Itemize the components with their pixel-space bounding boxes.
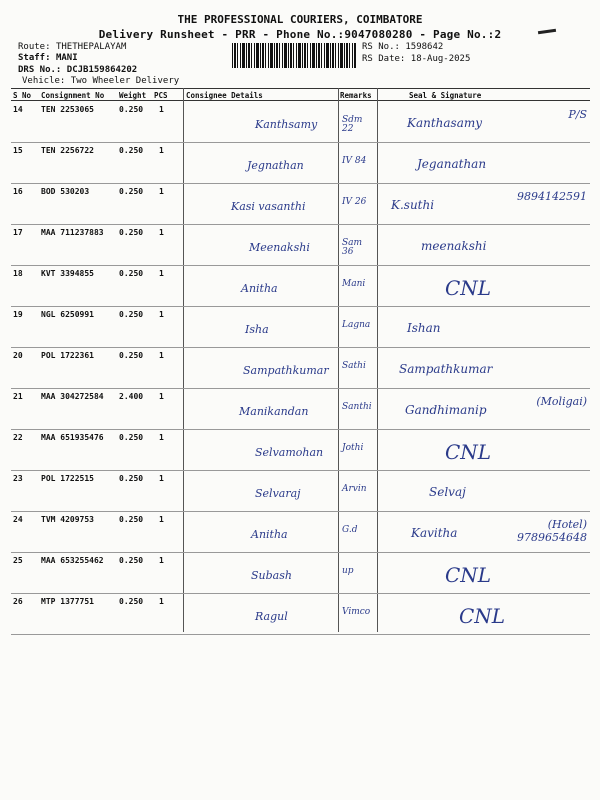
cell-pcs: 1 (159, 433, 164, 442)
cell-pcs: 1 (159, 269, 164, 278)
cell-consignment: MAA 651935476 (41, 433, 104, 442)
cell-signature: Sampathkumar (399, 362, 493, 376)
cell-pcs: 1 (159, 597, 164, 606)
cell-sno: 17 (13, 228, 23, 237)
staff-value: MANI (55, 53, 78, 63)
table-row (11, 348, 590, 389)
table-row (11, 266, 590, 307)
cell-remarks-handwritten: up (342, 566, 354, 576)
cell-pcs: 1 (159, 392, 164, 401)
cell-pcs: 1 (159, 556, 164, 565)
cell-consignee-handwritten: Selvaraj (255, 487, 301, 500)
cell-signature: Ishan (407, 321, 441, 335)
cell-consignment: TEN 2256722 (41, 146, 94, 155)
cell-weight: 0.250 (119, 228, 144, 237)
cell-weight: 0.250 (119, 433, 144, 442)
route-value: THETHEPALAYAM (55, 42, 127, 52)
cell-signature-note: 9894142591 (517, 190, 587, 203)
cell-sno: 16 (13, 187, 23, 196)
cell-weight: 0.250 (119, 187, 144, 196)
cell-sno: 25 (13, 556, 23, 565)
cell-sno: 19 (13, 310, 23, 319)
col-remarks: Remarks (340, 91, 372, 100)
cancel-mark: CNL (445, 563, 492, 587)
table-row (11, 307, 590, 348)
cell-consignment: MAA 653255462 (41, 556, 104, 565)
runsheet-title: THE PROFESSIONAL COURIERS, COIMBATORE (177, 13, 423, 26)
cell-consignment: MTP 1377751 (41, 597, 94, 606)
cell-sno: 18 (13, 269, 23, 278)
table-row (11, 471, 590, 512)
cancel-mark: CNL (459, 604, 506, 628)
cell-remarks-handwritten: Sdm 22 (342, 115, 363, 134)
cell-signature: Selvaj (429, 485, 466, 499)
col-sno: S No (13, 91, 32, 100)
cell-pcs: 1 (159, 515, 164, 524)
header-bottom-border (11, 100, 590, 101)
cell-remarks-handwritten: Jothi (342, 443, 364, 453)
cell-weight: 0.250 (119, 474, 144, 483)
cell-remarks-handwritten: Sathi (342, 361, 366, 371)
cell-sno: 15 (13, 146, 23, 155)
cell-sno: 14 (13, 105, 23, 114)
cell-weight: 0.250 (119, 515, 144, 524)
cell-consignment: POL 1722515 (41, 474, 94, 483)
cell-consignee-handwritten: Selvamohan (255, 446, 324, 459)
staff-label: Staff: (18, 53, 51, 63)
cell-consignee-handwritten: Ragul (255, 610, 288, 623)
cell-consignment: KVT 3394855 (41, 269, 94, 278)
cancel-mark: CNL (445, 440, 492, 464)
cell-consignment: MAA 304272584 (41, 392, 104, 401)
vehicle-value: Two Wheeler Delivery (70, 76, 180, 86)
rs-no-line (362, 42, 443, 52)
rs-no-label: RS No.: (362, 42, 400, 52)
cell-pcs: 1 (159, 146, 164, 155)
row-divider (11, 634, 590, 635)
cell-remarks-handwritten: Lagna (342, 320, 371, 330)
cell-consignee-handwritten: Kasi vasanthi (231, 200, 306, 213)
cell-consignee-handwritten: Anitha (241, 282, 278, 295)
table-row (11, 225, 590, 266)
barcode (232, 43, 356, 68)
cell-sno: 23 (13, 474, 23, 483)
cell-weight: 0.250 (119, 351, 144, 360)
col-weight: Weight (119, 91, 147, 100)
cell-signature: Kanthasamy (407, 116, 483, 130)
cell-weight: 0.250 (119, 597, 144, 606)
rs-date-value: 18-Aug-2025 (410, 54, 471, 64)
cell-weight: 0.250 (119, 146, 144, 155)
route-line (18, 42, 126, 52)
col-consignee: Consignee Details (186, 91, 263, 100)
cell-remarks-handwritten: IV 26 (342, 197, 367, 207)
rs-no-value: 1598642 (405, 42, 444, 52)
cell-signature: Kavitha (411, 526, 458, 540)
table-row (11, 553, 590, 594)
cell-signature-note: (Moligai) (536, 395, 587, 408)
rs-date-line (362, 54, 470, 64)
cell-consignment: TVM 4209753 (41, 515, 94, 524)
drs-value: DCJB159864202 (66, 65, 138, 75)
cell-consignment: NGL 6250991 (41, 310, 94, 319)
cell-pcs: 1 (159, 351, 164, 360)
cell-consignee-handwritten: Jegnathan (247, 159, 304, 172)
cell-sno: 20 (13, 351, 23, 360)
table-row (11, 512, 590, 553)
cell-consignment: POL 1722361 (41, 351, 94, 360)
table-row (11, 594, 590, 635)
cell-consignee-handwritten: Subash (251, 569, 292, 582)
cell-weight: 0.250 (119, 310, 144, 319)
cell-weight: 0.250 (119, 556, 144, 565)
vehicle-line (22, 76, 179, 86)
rs-date-label: RS Date: (362, 54, 406, 64)
cell-pcs: 1 (159, 105, 164, 114)
cell-consignee-handwritten: Anitha (251, 528, 288, 541)
cell-pcs: 1 (159, 187, 164, 196)
cell-signature: K.suthi (391, 198, 435, 212)
cell-consignee-handwritten: Kanthsamy (255, 118, 318, 131)
cell-signature: Jeganathan (417, 157, 487, 171)
cell-pcs: 1 (159, 228, 164, 237)
table-row (11, 184, 590, 225)
staff-line (18, 53, 78, 63)
cell-consignment: TEN 2253065 (41, 105, 94, 114)
cell-remarks-handwritten: Vimco (342, 607, 371, 617)
cell-sno: 22 (13, 433, 23, 442)
cell-consignment: MAA 711237883 (41, 228, 104, 237)
cell-signature: meenakshi (421, 239, 487, 253)
cell-sno: 21 (13, 392, 23, 401)
col-consignment: Consignment No (41, 91, 105, 100)
cell-remarks-handwritten: IV 84 (342, 156, 367, 166)
col-signature: Seal & Signature (409, 91, 482, 100)
col-pcs: PCS (154, 91, 168, 100)
table-row (11, 430, 590, 471)
cell-remarks-handwritten: Mani (342, 279, 366, 289)
cell-consignment: BOD 530203 (41, 187, 90, 196)
cell-weight: 2.400 (119, 392, 144, 401)
vehicle-label: Vehicle: (22, 76, 66, 86)
cell-remarks-handwritten: Santhi (342, 402, 372, 412)
cell-remarks-handwritten: Arvin (342, 484, 367, 494)
cell-consignee-handwritten: Manikandan (239, 405, 309, 418)
cell-consignee-handwritten: Meenakshi (249, 241, 310, 254)
table-row (11, 389, 590, 430)
drs-label: DRS No.: (18, 65, 62, 75)
cell-sno: 26 (13, 597, 23, 606)
cell-signature-note: (Hotel) 9789654648 (517, 518, 587, 544)
cell-signature-note: P/S (568, 108, 587, 121)
cancel-mark: CNL (445, 276, 492, 300)
cell-remarks-handwritten: G.d (342, 525, 358, 535)
cell-pcs: 1 (159, 474, 164, 483)
drs-line (18, 65, 137, 75)
table-row (11, 102, 590, 143)
cell-weight: 0.250 (119, 269, 144, 278)
table-top-border (11, 88, 590, 89)
cell-weight: 0.250 (119, 105, 144, 114)
cell-sno: 24 (13, 515, 23, 524)
route-label: Route: (18, 42, 51, 52)
cell-remarks-handwritten: Sam 36 (342, 238, 363, 257)
cell-consignee-handwritten: Isha (245, 323, 269, 336)
cell-signature: Gandhimanip (405, 403, 487, 417)
runsheet-subtitle: Delivery Runsheet - PRR - Phone No.:9047080280 - Page No.:2 (98, 28, 502, 41)
table-row (11, 143, 590, 184)
cell-pcs: 1 (159, 310, 164, 319)
cell-consignee-handwritten: Sampathkumar (243, 364, 329, 377)
